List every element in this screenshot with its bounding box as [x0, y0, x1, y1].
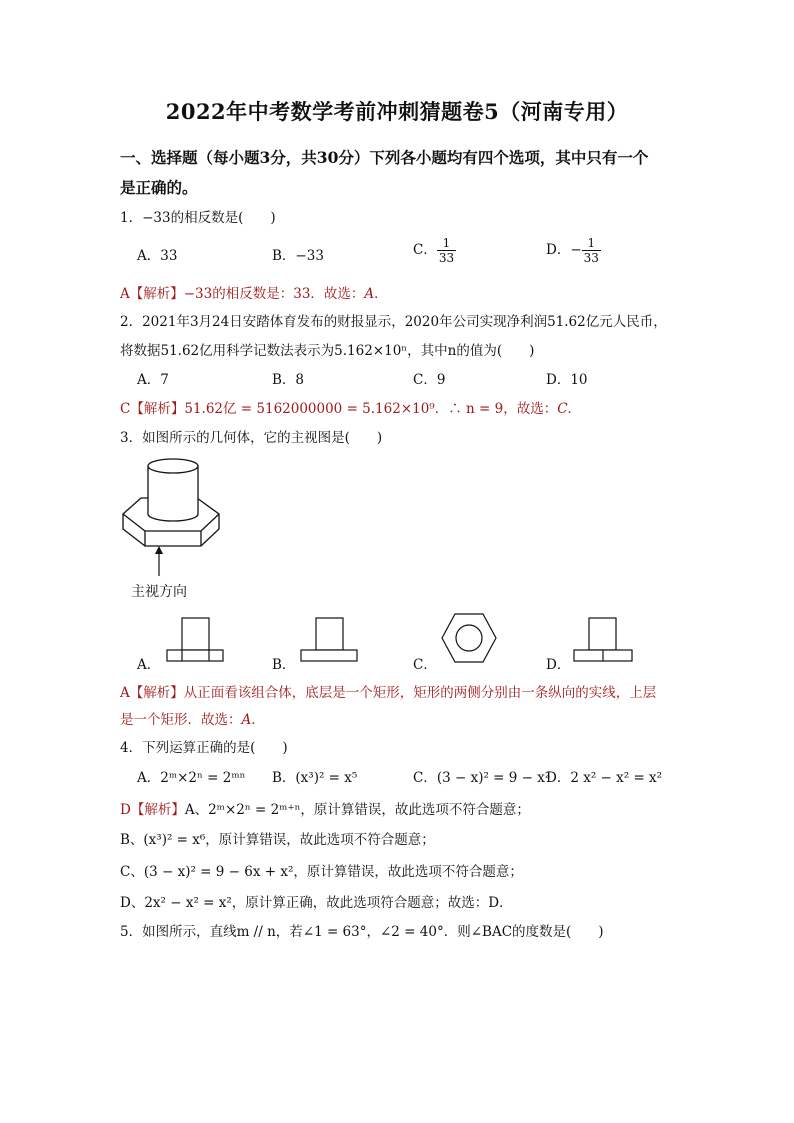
cylinder-body	[148, 466, 198, 521]
page-title: 2022年中考数学考前冲刺猜题卷5（河南专用）	[165, 99, 629, 124]
q3-stem: 3．如图所示的几何体，它的主视图是( )	[120, 430, 383, 446]
q2-option-c: C．9	[413, 372, 446, 388]
q4-option-c: C．(3 − x)² = 9 − x²	[413, 770, 551, 786]
q4-stem: 4．下列运算正确的是( )	[120, 740, 288, 756]
q1-option-d	[546, 236, 601, 265]
q3-option-a-figure	[164, 616, 226, 664]
section-heading-line2: 是正确的。	[120, 178, 198, 197]
q1-answer	[120, 282, 388, 302]
q3-option-d: D．	[546, 657, 571, 673]
q2-option-b: B．8	[272, 372, 305, 388]
q3-answer-line2	[120, 708, 265, 728]
q4-solution-c: C、(3 − x)² = 9 − 6x + x²，原计算错误，故此选项不符合题意；	[120, 864, 523, 880]
q4-option-d: D．2 x² − x² = x²	[546, 770, 663, 786]
q1-option-c-fraction	[437, 236, 456, 265]
q1-answer-end: ．	[374, 286, 388, 302]
q3-answer-text1: 从正面看该组合体，底层是一个矩形，矩形的两侧分别由一条纵向的实线，上层	[183, 685, 657, 701]
view-direction-arrowhead	[155, 546, 163, 554]
cylinder-top	[148, 459, 198, 473]
q1-d-numerator: 1	[582, 236, 601, 251]
q1-answer-tag: A【解析】	[120, 286, 184, 302]
q5-stem: 5．如图所示，直线m // n，若∠1 = 63°，∠2 = 40°．则∠BAC的度数是( )	[120, 924, 604, 940]
q3-answer-line1	[120, 681, 656, 701]
q3-option-d-figure	[572, 616, 634, 664]
q1-option-c-label: C．	[413, 242, 437, 258]
q2-answer-choice: C	[557, 401, 568, 417]
q3-option-a: A．	[137, 657, 161, 673]
q4-solution-b: B、(x³)² = x⁶，原计算错误，故此选项不符合题意；	[120, 832, 435, 848]
q3-option-b: B．	[272, 657, 296, 673]
q3-answer-tag: A【解析】	[120, 685, 184, 701]
q3-answer-choice: A	[241, 712, 252, 728]
q3-answer-text2: 是一个矩形．故选：	[120, 712, 242, 728]
section-heading-line1: 一、选择题（每小题3分，共30分）下列各小题均有四个选项，其中只有一个	[120, 148, 649, 167]
q2-option-a: A．7	[137, 372, 169, 388]
q4-answer-tag: D【解析】	[120, 802, 185, 818]
q1-option-a: A．33	[137, 248, 178, 264]
q4-solution-a: A、2ᵐ×2ⁿ = 2ᵐ⁺ⁿ，原计算错误，故此选项不符合题意；	[184, 802, 530, 818]
q4-option-b: B．(x³)² = x⁵	[272, 770, 358, 786]
q1-option-d-label: D．−	[546, 242, 582, 258]
q1-c-denominator: 33	[438, 251, 455, 265]
q2-answer-tag: C【解析】	[120, 401, 185, 417]
q2-option-d: D．10	[546, 372, 588, 388]
q4-answer-line1	[120, 798, 530, 818]
q3-geometry-figure	[115, 452, 225, 602]
q1-c-numerator: 1	[437, 236, 456, 251]
q1-option-c	[413, 236, 456, 265]
q1-answer-text: −33的相反数是：33．故选：	[183, 286, 365, 302]
q3-figure-caption: 主视方向	[131, 583, 187, 599]
q3-option-c-figure	[440, 612, 498, 666]
q1-option-b: B．−33	[272, 248, 324, 264]
q2-stem-line1: 2．2021年3月24日安踏体育发布的财报显示，2020年公司实现净利润51.62亿元人民币，	[120, 314, 667, 330]
q2-answer-end: ．	[567, 401, 582, 417]
q2-stem-line2: 将数据51.62亿用科学记数法表示为5.162×10ⁿ，其中n的值为( )	[120, 343, 535, 359]
q1-stem: 1．−33的相反数是( )	[120, 210, 276, 226]
q4-option-a: A．2ᵐ×2ⁿ = 2ᵐⁿ	[137, 770, 246, 786]
q2-answer	[120, 397, 581, 417]
q3-option-b-figure	[300, 616, 362, 664]
q1-answer-choice: A	[364, 286, 375, 302]
q1-d-denominator: 33	[583, 251, 599, 265]
q3-option-c: C．	[413, 657, 437, 673]
q3-answer-end: ．	[251, 712, 265, 728]
q4-solution-d: D、2x² − x² = x²，原计算正确，故此选项符合题意；故选：D．	[120, 895, 513, 911]
q1-option-d-fraction	[582, 236, 601, 265]
q2-answer-text: 51.62亿 = 5162000000 = 5.162×10⁹．∴ n = 9，故选：	[184, 401, 558, 417]
